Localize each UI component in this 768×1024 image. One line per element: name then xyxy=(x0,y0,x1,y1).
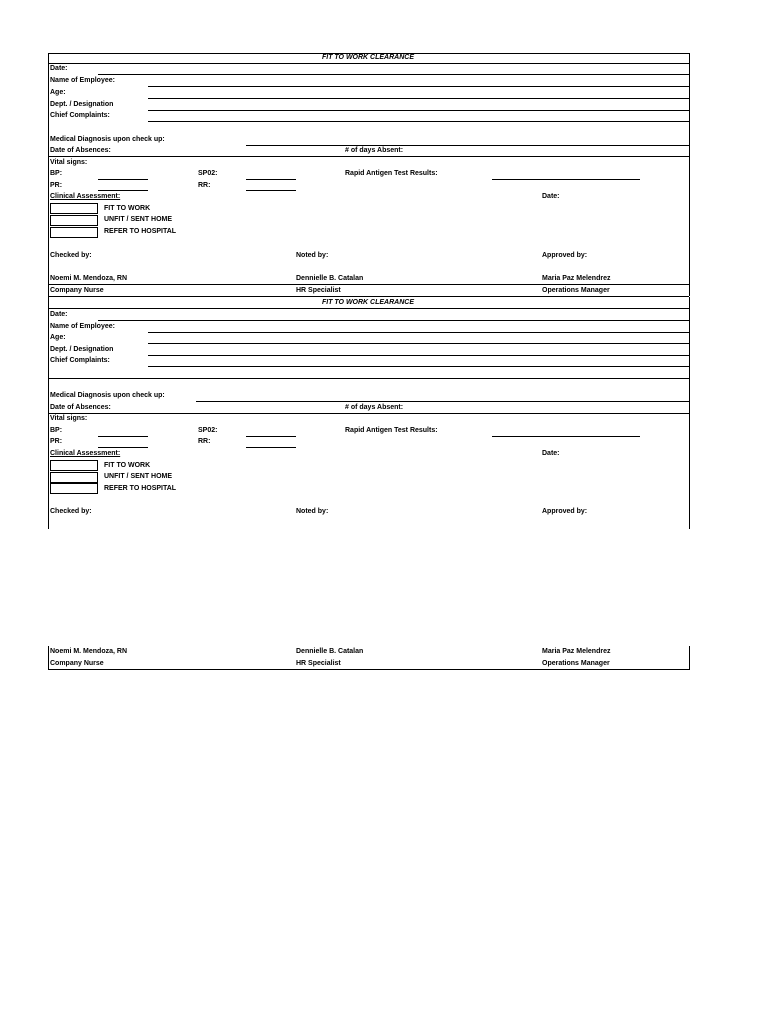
hr-title: HR Specialist xyxy=(296,660,341,667)
date-label: Date: xyxy=(50,311,68,318)
form-right-border xyxy=(689,297,690,529)
antigen-field[interactable] xyxy=(492,436,640,437)
row-divider xyxy=(48,378,689,379)
hr-name: Dennielle B. Catalan xyxy=(296,648,364,655)
nurse-title: Company Nurse xyxy=(50,287,104,294)
bp-field[interactable] xyxy=(98,436,148,437)
checked-by-label: Checked by: xyxy=(50,508,92,515)
manager-name: Maria Paz Melendrez xyxy=(542,648,611,655)
antigen-label: Rapid Antigen Test Results: xyxy=(345,427,438,434)
noted-by-label: Noted by: xyxy=(296,508,329,515)
approved-by-label: Approved by: xyxy=(542,508,588,515)
clinical-assessment-label: Clinical Assessment: xyxy=(50,193,121,200)
form-title: FIT TO WORK CLEARANCE xyxy=(321,299,415,306)
fit-to-work-checkbox[interactable] xyxy=(50,460,98,471)
age-label: Age: xyxy=(50,334,66,341)
manager-name: Maria Paz Melendrez xyxy=(542,275,611,282)
date-label: Date: xyxy=(50,65,68,72)
absences-label: Date of Absences: xyxy=(50,404,111,411)
days-absent-label: # of days Absent: xyxy=(345,147,404,154)
age-field[interactable] xyxy=(148,343,689,344)
spo2-label: SP02: xyxy=(198,427,218,434)
refer-hospital-checkbox[interactable] xyxy=(50,483,98,494)
noted-by-label: Noted by: xyxy=(296,252,329,259)
fit-to-work-label: FIT TO WORK xyxy=(104,462,151,469)
diagnosis-label: Medical Diagnosis upon check up: xyxy=(50,392,165,399)
diagnosis-field[interactable] xyxy=(196,401,689,402)
row-divider xyxy=(48,413,689,414)
date-field[interactable] xyxy=(98,320,689,321)
manager-title: Operations Manager xyxy=(542,660,610,667)
approved-by-label: Approved by: xyxy=(542,252,588,259)
absences-label: Date of Absences: xyxy=(50,147,111,154)
unfit-label: UNFIT / SENT HOME xyxy=(104,473,173,480)
refer-hospital-label: REFER TO HOSPITAL xyxy=(104,485,177,492)
unfit-label: UNFIT / SENT HOME xyxy=(104,216,173,223)
dept-label: Dept. / Designation xyxy=(50,346,114,353)
checked-by-label: Checked by: xyxy=(50,252,92,259)
pr-label: PR: xyxy=(50,182,63,189)
bp-label: BP: xyxy=(50,170,63,177)
rr-label: RR: xyxy=(198,438,211,445)
employee-name-field[interactable] xyxy=(148,332,689,333)
rr-field[interactable] xyxy=(246,447,296,448)
age-label: Age: xyxy=(50,89,66,96)
hr-name: Dennielle B. Catalan xyxy=(296,275,364,282)
row-divider xyxy=(48,308,689,309)
nurse-name: Noemi M. Mendoza, RN xyxy=(50,275,128,282)
spo2-label: SP02: xyxy=(198,170,218,177)
dept-label: Dept. / Designation xyxy=(50,101,114,108)
chief-complaints-label: Chief Complaints: xyxy=(50,112,110,119)
hr-title: HR Specialist xyxy=(296,287,341,294)
footer-right-border xyxy=(689,646,690,670)
pr-label: PR: xyxy=(50,438,63,445)
chief-complaints-label: Chief Complaints: xyxy=(50,357,110,364)
rr-label: RR: xyxy=(198,182,211,189)
bp-label: BP: xyxy=(50,427,63,434)
employee-name-label: Name of Employee: xyxy=(50,77,115,84)
nurse-title: Company Nurse xyxy=(50,660,104,667)
footer-left-border xyxy=(48,646,49,670)
days-absent-label: # of days Absent: xyxy=(345,404,404,411)
manager-title: Operations Manager xyxy=(542,287,610,294)
unfit-checkbox[interactable] xyxy=(50,472,98,483)
fit-to-work-label: FIT TO WORK xyxy=(104,205,151,212)
pr-field[interactable] xyxy=(98,447,148,448)
dept-field[interactable] xyxy=(148,355,689,356)
vital-signs-label: Vital signs: xyxy=(50,159,88,166)
diagnosis-label: Medical Diagnosis upon check up: xyxy=(50,136,165,143)
vital-signs-label: Vital signs: xyxy=(50,415,88,422)
form-bottom-border xyxy=(48,669,689,670)
clinical-assessment-label: Clinical Assessment: xyxy=(50,450,121,457)
spo2-field[interactable] xyxy=(246,436,296,437)
assessment-date-label: Date: xyxy=(542,450,560,457)
assessment-date-label: Date: xyxy=(542,193,560,200)
antigen-label: Rapid Antigen Test Results: xyxy=(345,170,438,177)
employee-name-label: Name of Employee: xyxy=(50,323,115,330)
form-title: FIT TO WORK CLEARANCE xyxy=(321,54,415,61)
chief-complaints-field[interactable] xyxy=(148,366,689,367)
nurse-name: Noemi M. Mendoza, RN xyxy=(50,648,128,655)
refer-hospital-label: REFER TO HOSPITAL xyxy=(104,228,177,235)
